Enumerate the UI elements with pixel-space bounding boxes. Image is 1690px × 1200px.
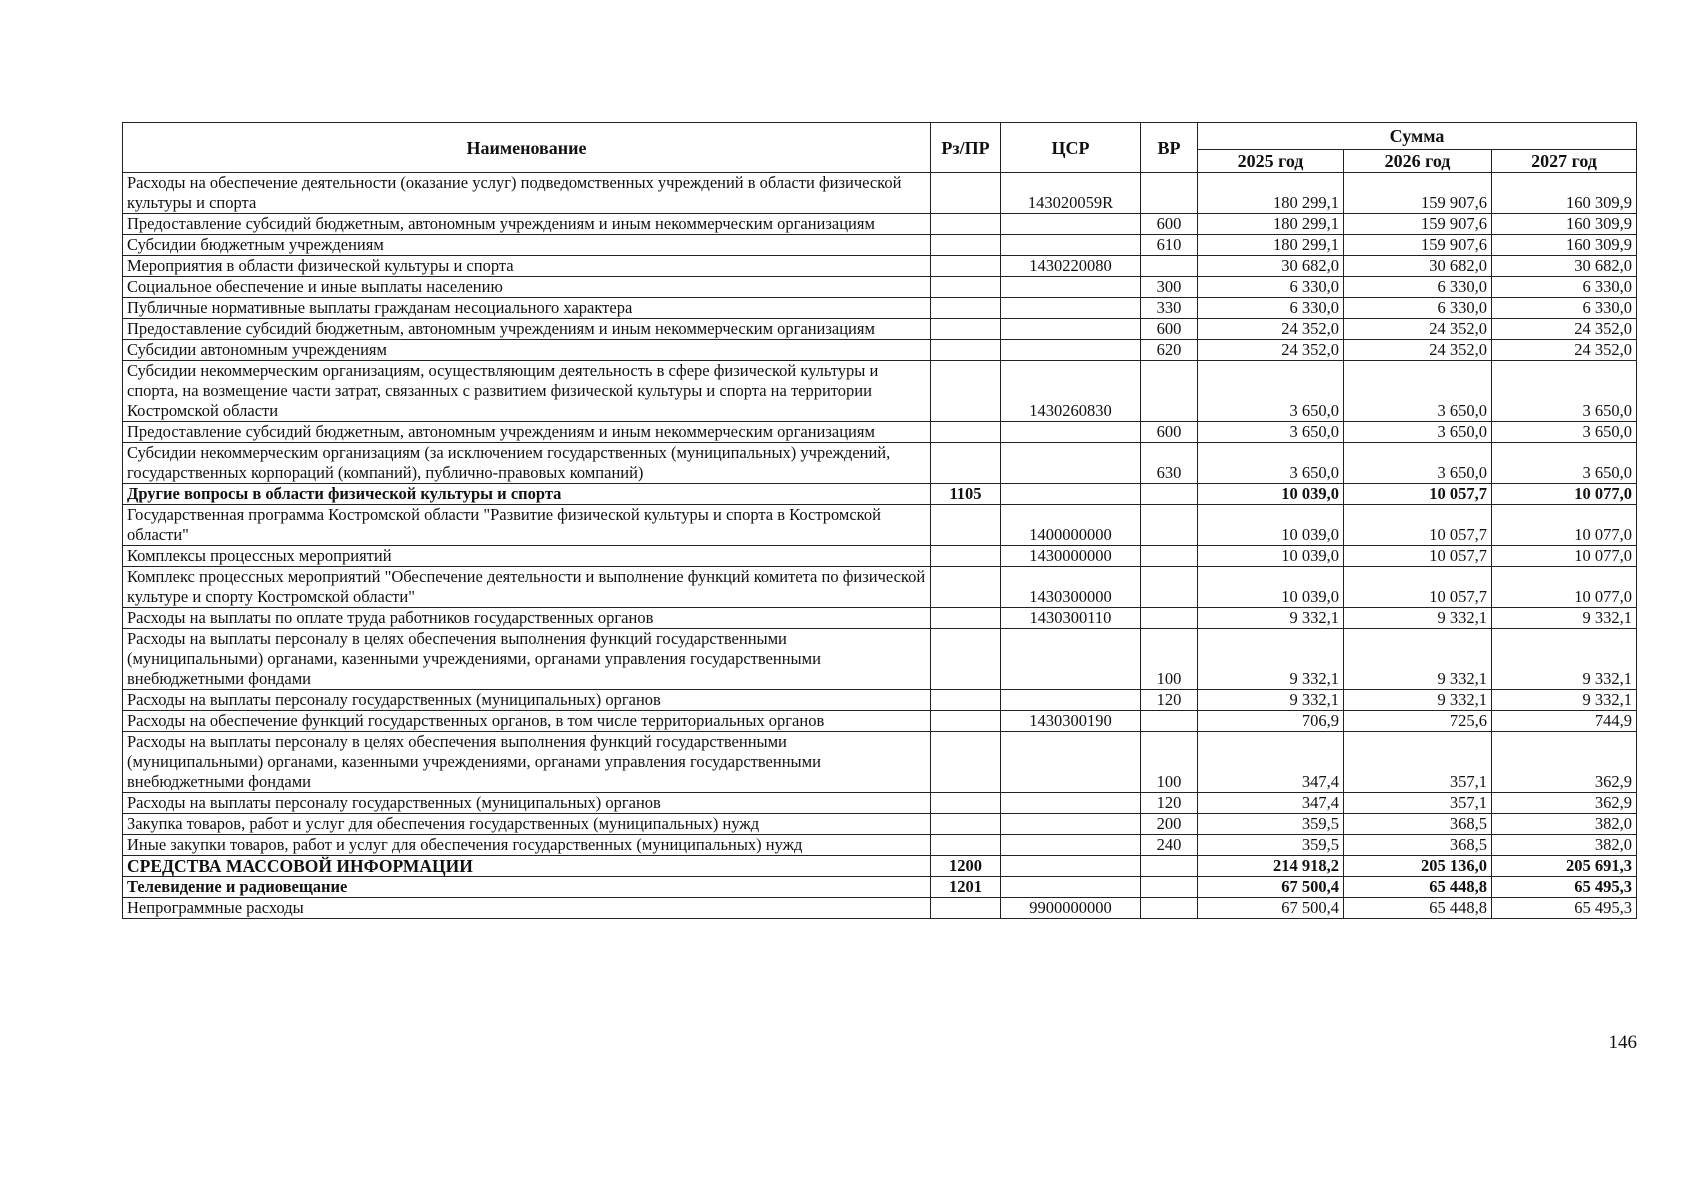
row-rzpr xyxy=(931,298,1001,319)
row-csr: 1430260830 xyxy=(1001,361,1141,422)
row-rzpr xyxy=(931,898,1001,919)
row-name: Непрограммные расходы xyxy=(123,898,931,919)
row-rzpr xyxy=(931,835,1001,856)
row-sum-2027: 10 077,0 xyxy=(1492,505,1637,546)
row-rzpr xyxy=(931,443,1001,484)
row-sum-2026: 9 332,1 xyxy=(1344,608,1492,629)
row-sum-2025: 3 650,0 xyxy=(1198,443,1344,484)
row-sum-2026: 3 650,0 xyxy=(1344,422,1492,443)
row-sum-2026: 9 332,1 xyxy=(1344,629,1492,690)
row-sum-2025: 180 299,1 xyxy=(1198,173,1344,214)
table-row xyxy=(123,877,1637,898)
row-csr: 1400000000 xyxy=(1001,505,1141,546)
table-header xyxy=(123,123,1637,173)
row-sum-2026: 10 057,7 xyxy=(1344,567,1492,608)
row-rzpr xyxy=(931,567,1001,608)
row-sum-2027: 30 682,0 xyxy=(1492,256,1637,277)
row-sum-2025: 706,9 xyxy=(1198,711,1344,732)
table-row xyxy=(123,711,1637,732)
budget-table xyxy=(122,122,1637,919)
row-sum-2027: 6 330,0 xyxy=(1492,298,1637,319)
row-name: Публичные нормативные выплаты гражданам несоциального характера xyxy=(123,298,931,319)
row-sum-2027: 205 691,3 xyxy=(1492,856,1637,877)
row-vr xyxy=(1141,711,1198,732)
row-rzpr xyxy=(931,340,1001,361)
header-name: Наименование xyxy=(123,123,931,173)
row-vr xyxy=(1141,361,1198,422)
table-row xyxy=(123,422,1637,443)
row-csr xyxy=(1001,298,1141,319)
row-sum-2026: 159 907,6 xyxy=(1344,173,1492,214)
row-csr: 1430000000 xyxy=(1001,546,1141,567)
row-sum-2026: 65 448,8 xyxy=(1344,898,1492,919)
row-vr: 600 xyxy=(1141,422,1198,443)
row-name: Расходы на выплаты персоналу в целях обеспечения выполнения функций государственными (муниципальными) органами, казенными учреждениями, органами управления государственными внебюджетными фондами xyxy=(123,732,931,793)
table-row xyxy=(123,690,1637,711)
row-csr: 1430300110 xyxy=(1001,608,1141,629)
header-csr: ЦСР xyxy=(1001,123,1141,173)
row-sum-2026: 6 330,0 xyxy=(1344,298,1492,319)
table-row xyxy=(123,505,1637,546)
row-csr xyxy=(1001,835,1141,856)
table-body xyxy=(123,173,1637,919)
row-sum-2025: 9 332,1 xyxy=(1198,690,1344,711)
row-rzpr xyxy=(931,608,1001,629)
row-csr xyxy=(1001,340,1141,361)
page-number: 146 xyxy=(1608,1032,1637,1053)
table-row xyxy=(123,319,1637,340)
row-name: Телевидение и радиовещание xyxy=(123,877,931,898)
row-sum-2027: 160 309,9 xyxy=(1492,235,1637,256)
row-csr xyxy=(1001,793,1141,814)
row-sum-2026: 368,5 xyxy=(1344,814,1492,835)
row-sum-2025: 67 500,4 xyxy=(1198,877,1344,898)
row-sum-2025: 10 039,0 xyxy=(1198,505,1344,546)
row-vr xyxy=(1141,484,1198,505)
row-csr: 1430300000 xyxy=(1001,567,1141,608)
row-rzpr xyxy=(931,629,1001,690)
table-row xyxy=(123,277,1637,298)
row-sum-2027: 24 352,0 xyxy=(1492,340,1637,361)
row-rzpr: 1200 xyxy=(931,856,1001,877)
header-sum: Сумма xyxy=(1198,123,1637,150)
row-name: Комплексы процессных мероприятий xyxy=(123,546,931,567)
row-vr: 620 xyxy=(1141,340,1198,361)
row-vr: 200 xyxy=(1141,814,1198,835)
row-vr: 600 xyxy=(1141,214,1198,235)
table-row xyxy=(123,567,1637,608)
row-sum-2025: 9 332,1 xyxy=(1198,608,1344,629)
row-sum-2026: 65 448,8 xyxy=(1344,877,1492,898)
row-sum-2027: 6 330,0 xyxy=(1492,277,1637,298)
row-csr xyxy=(1001,443,1141,484)
row-sum-2026: 24 352,0 xyxy=(1344,340,1492,361)
row-rzpr xyxy=(931,546,1001,567)
row-name: Расходы на обеспечение деятельности (оказание услуг) подведомственных учреждений в области физической культуры и спорта xyxy=(123,173,931,214)
row-sum-2027: 65 495,3 xyxy=(1492,877,1637,898)
row-sum-2026: 357,1 xyxy=(1344,732,1492,793)
row-sum-2027: 362,9 xyxy=(1492,793,1637,814)
row-vr: 630 xyxy=(1141,443,1198,484)
row-sum-2025: 6 330,0 xyxy=(1198,277,1344,298)
table-row xyxy=(123,256,1637,277)
row-sum-2027: 382,0 xyxy=(1492,814,1637,835)
row-name: Комплекс процессных мероприятий "Обеспечение деятельности и выполнение функций комитета по физической культуре и спорту Костромской области" xyxy=(123,567,931,608)
row-name: Субсидии бюджетным учреждениям xyxy=(123,235,931,256)
row-sum-2026: 24 352,0 xyxy=(1344,319,1492,340)
row-name: Расходы на выплаты персоналу государственных (муниципальных) органов xyxy=(123,793,931,814)
row-sum-2027: 24 352,0 xyxy=(1492,319,1637,340)
row-sum-2027: 9 332,1 xyxy=(1492,690,1637,711)
row-csr xyxy=(1001,214,1141,235)
row-vr xyxy=(1141,877,1198,898)
row-name: Предоставление субсидий бюджетным, автономным учреждениям и иным некоммерческим организациям xyxy=(123,214,931,235)
row-sum-2025: 30 682,0 xyxy=(1198,256,1344,277)
row-name: Социальное обеспечение и иные выплаты населению xyxy=(123,277,931,298)
row-sum-2027: 9 332,1 xyxy=(1492,629,1637,690)
row-sum-2025: 10 039,0 xyxy=(1198,484,1344,505)
table-row xyxy=(123,898,1637,919)
row-sum-2027: 65 495,3 xyxy=(1492,898,1637,919)
header-year-2026: 2026 год xyxy=(1344,150,1492,173)
row-csr: 1430300190 xyxy=(1001,711,1141,732)
row-rzpr xyxy=(931,732,1001,793)
row-sum-2025: 180 299,1 xyxy=(1198,214,1344,235)
row-vr: 610 xyxy=(1141,235,1198,256)
table-row xyxy=(123,856,1637,877)
row-vr: 120 xyxy=(1141,690,1198,711)
row-rzpr xyxy=(931,361,1001,422)
row-sum-2026: 6 330,0 xyxy=(1344,277,1492,298)
row-vr: 240 xyxy=(1141,835,1198,856)
row-sum-2026: 725,6 xyxy=(1344,711,1492,732)
row-sum-2026: 205 136,0 xyxy=(1344,856,1492,877)
row-csr xyxy=(1001,484,1141,505)
row-sum-2026: 10 057,7 xyxy=(1344,505,1492,546)
row-sum-2027: 10 077,0 xyxy=(1492,546,1637,567)
row-sum-2025: 10 039,0 xyxy=(1198,546,1344,567)
row-vr: 600 xyxy=(1141,319,1198,340)
row-vr xyxy=(1141,567,1198,608)
row-sum-2026: 30 682,0 xyxy=(1344,256,1492,277)
row-sum-2025: 6 330,0 xyxy=(1198,298,1344,319)
table-row xyxy=(123,814,1637,835)
header-year-2025: 2025 год xyxy=(1198,150,1344,173)
row-name: Другие вопросы в области физической культуры и спорта xyxy=(123,484,931,505)
row-csr xyxy=(1001,814,1141,835)
row-sum-2026: 159 907,6 xyxy=(1344,235,1492,256)
table-row xyxy=(123,340,1637,361)
table-row xyxy=(123,361,1637,422)
row-name: Расходы на выплаты персоналу в целях обеспечения выполнения функций государственными (муниципальными) органами, казенными учреждениями, органами управления государственными внебюджетными фондами xyxy=(123,629,931,690)
row-sum-2027: 744,9 xyxy=(1492,711,1637,732)
row-sum-2027: 160 309,9 xyxy=(1492,173,1637,214)
header-vr: ВР xyxy=(1141,123,1198,173)
row-csr xyxy=(1001,319,1141,340)
row-vr xyxy=(1141,546,1198,567)
row-csr xyxy=(1001,235,1141,256)
table-row xyxy=(123,732,1637,793)
row-sum-2026: 368,5 xyxy=(1344,835,1492,856)
row-sum-2027: 382,0 xyxy=(1492,835,1637,856)
row-rzpr xyxy=(931,793,1001,814)
row-sum-2025: 9 332,1 xyxy=(1198,629,1344,690)
row-vr xyxy=(1141,898,1198,919)
row-name: Расходы на выплаты персоналу государственных (муниципальных) органов xyxy=(123,690,931,711)
row-csr: 1430220080 xyxy=(1001,256,1141,277)
row-vr xyxy=(1141,173,1198,214)
row-sum-2026: 159 907,6 xyxy=(1344,214,1492,235)
row-sum-2025: 347,4 xyxy=(1198,793,1344,814)
row-rzpr xyxy=(931,319,1001,340)
row-name: Субсидии некоммерческим организациям, осуществляющим деятельность в сфере физической культуры и спорта, на возмещение части затрат, связанных с развитием физической культуры и спорта на территории Костромской области xyxy=(123,361,931,422)
row-vr xyxy=(1141,256,1198,277)
row-name: СРЕДСТВА МАССОВОЙ ИНФОРМАЦИИ xyxy=(123,856,931,877)
row-sum-2027: 160 309,9 xyxy=(1492,214,1637,235)
row-csr xyxy=(1001,856,1141,877)
row-name: Субсидии некоммерческим организациям (за исключением государственных (муниципальных) учреждений, государственных корпораций (компаний), публично-правовых компаний) xyxy=(123,443,931,484)
row-sum-2025: 24 352,0 xyxy=(1198,340,1344,361)
row-sum-2026: 3 650,0 xyxy=(1344,361,1492,422)
row-vr: 100 xyxy=(1141,732,1198,793)
table-row xyxy=(123,546,1637,567)
row-sum-2026: 9 332,1 xyxy=(1344,690,1492,711)
row-name: Иные закупки товаров, работ и услуг для обеспечения государственных (муниципальных) нужд xyxy=(123,835,931,856)
row-name: Государственная программа Костромской области "Развитие физической культуры и спорта в Костромской области" xyxy=(123,505,931,546)
row-sum-2025: 347,4 xyxy=(1198,732,1344,793)
row-sum-2026: 357,1 xyxy=(1344,793,1492,814)
table-row xyxy=(123,443,1637,484)
row-csr xyxy=(1001,277,1141,298)
table-row xyxy=(123,629,1637,690)
row-name: Закупка товаров, работ и услуг для обеспечения государственных (муниципальных) нужд xyxy=(123,814,931,835)
row-rzpr xyxy=(931,690,1001,711)
row-rzpr xyxy=(931,711,1001,732)
row-sum-2026: 3 650,0 xyxy=(1344,443,1492,484)
row-rzpr xyxy=(931,814,1001,835)
row-sum-2025: 24 352,0 xyxy=(1198,319,1344,340)
row-vr: 100 xyxy=(1141,629,1198,690)
row-vr: 300 xyxy=(1141,277,1198,298)
row-vr xyxy=(1141,856,1198,877)
table-row xyxy=(123,214,1637,235)
row-sum-2025: 180 299,1 xyxy=(1198,235,1344,256)
row-rzpr: 1201 xyxy=(931,877,1001,898)
row-name: Предоставление субсидий бюджетным, автономным учреждениям и иным некоммерческим организациям xyxy=(123,422,931,443)
row-sum-2025: 67 500,4 xyxy=(1198,898,1344,919)
row-vr xyxy=(1141,505,1198,546)
row-sum-2027: 3 650,0 xyxy=(1492,361,1637,422)
row-sum-2025: 10 039,0 xyxy=(1198,567,1344,608)
row-sum-2025: 214 918,2 xyxy=(1198,856,1344,877)
row-name: Расходы на обеспечение функций государственных органов, в том числе территориальных органов xyxy=(123,711,931,732)
row-sum-2027: 9 332,1 xyxy=(1492,608,1637,629)
row-csr xyxy=(1001,629,1141,690)
row-sum-2027: 362,9 xyxy=(1492,732,1637,793)
row-sum-2027: 3 650,0 xyxy=(1492,443,1637,484)
row-vr: 120 xyxy=(1141,793,1198,814)
row-sum-2027: 10 077,0 xyxy=(1492,567,1637,608)
row-name: Расходы на выплаты по оплате труда работников государственных органов xyxy=(123,608,931,629)
row-csr: 143020059R xyxy=(1001,173,1141,214)
row-csr xyxy=(1001,877,1141,898)
table-row xyxy=(123,235,1637,256)
header-year-2027: 2027 год xyxy=(1492,150,1637,173)
table-row xyxy=(123,484,1637,505)
row-vr: 330 xyxy=(1141,298,1198,319)
row-rzpr xyxy=(931,214,1001,235)
row-sum-2027: 10 077,0 xyxy=(1492,484,1637,505)
row-csr xyxy=(1001,732,1141,793)
row-name: Предоставление субсидий бюджетным, автономным учреждениям и иным некоммерческим организациям xyxy=(123,319,931,340)
row-rzpr xyxy=(931,505,1001,546)
header-rzpr: Рз/ПР xyxy=(931,123,1001,173)
row-sum-2025: 3 650,0 xyxy=(1198,422,1344,443)
row-sum-2025: 3 650,0 xyxy=(1198,361,1344,422)
table-row xyxy=(123,608,1637,629)
table-row xyxy=(123,298,1637,319)
row-sum-2027: 3 650,0 xyxy=(1492,422,1637,443)
row-rzpr: 1105 xyxy=(931,484,1001,505)
table-row xyxy=(123,835,1637,856)
row-rzpr xyxy=(931,256,1001,277)
row-name: Субсидии автономным учреждениям xyxy=(123,340,931,361)
row-csr xyxy=(1001,422,1141,443)
row-sum-2025: 359,5 xyxy=(1198,835,1344,856)
row-csr: 9900000000 xyxy=(1001,898,1141,919)
row-sum-2026: 10 057,7 xyxy=(1344,484,1492,505)
row-rzpr xyxy=(931,235,1001,256)
row-sum-2026: 10 057,7 xyxy=(1344,546,1492,567)
table-row xyxy=(123,793,1637,814)
row-rzpr xyxy=(931,173,1001,214)
row-sum-2025: 359,5 xyxy=(1198,814,1344,835)
row-rzpr xyxy=(931,422,1001,443)
row-csr xyxy=(1001,690,1141,711)
table-row xyxy=(123,173,1637,214)
row-rzpr xyxy=(931,277,1001,298)
row-vr xyxy=(1141,608,1198,629)
row-name: Мероприятия в области физической культуры и спорта xyxy=(123,256,931,277)
